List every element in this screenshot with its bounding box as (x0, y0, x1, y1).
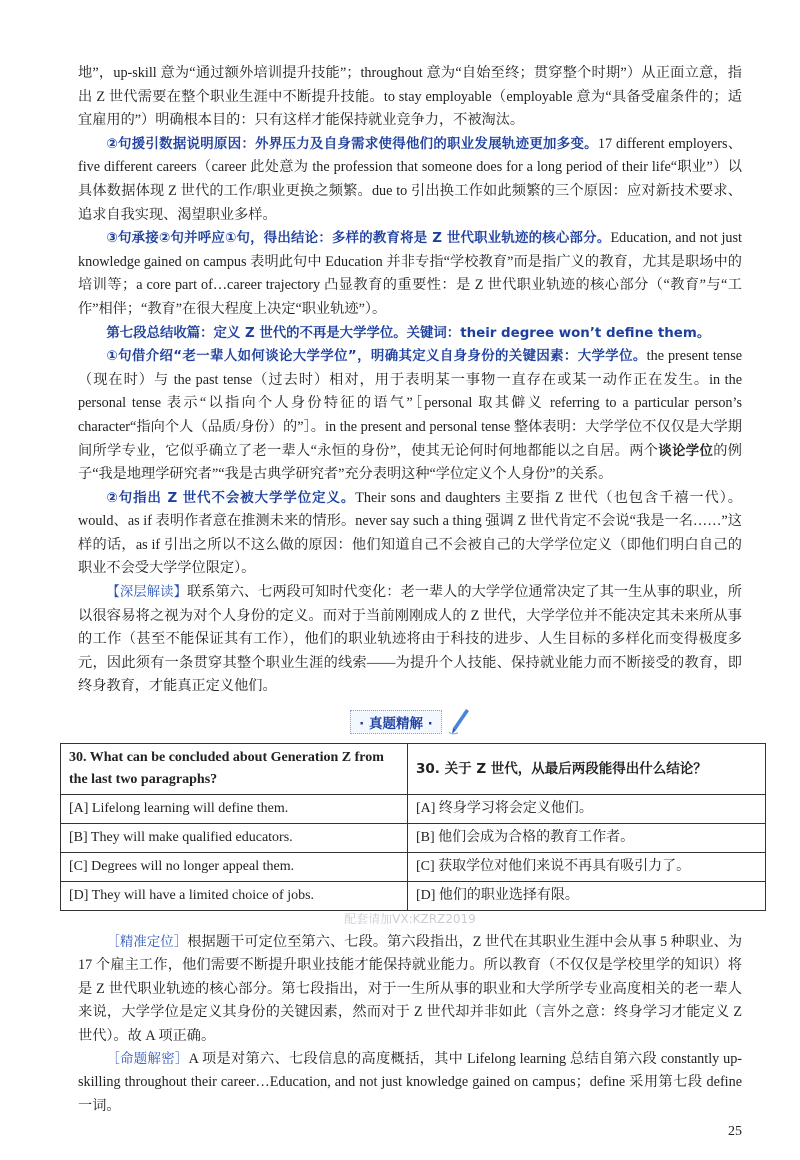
option-d-zh: [D] 他们的职业选择有限。 (408, 882, 766, 911)
page-number: 25 (728, 1124, 742, 1140)
paragraph (78, 62, 742, 133)
option-c-zh: [C] 获取学位对他们来说不再具有吸引力了。 (408, 853, 766, 882)
pen-icon (448, 708, 470, 736)
watermark: 配套请加VX:KZRZ2019 (344, 912, 476, 927)
paragraph (78, 227, 742, 321)
option-a-en: [A] Lifelong learning will define them. (61, 795, 408, 824)
paragraph (78, 1048, 742, 1118)
highlighted-text: ［命题解密］ (106, 1052, 189, 1068)
highlighted-text: ③句承接②句并呼应①句，得出结论：多样的教育将是 Z 世代职业轨迹的核心部分。 (106, 231, 611, 247)
paragraph (78, 487, 742, 581)
option-d-en: [D] They will have a limited choice of jobs. (61, 882, 408, 911)
highlighted-text: ①句借介绍“老一辈人如何谈论大学学位”，明确其定义自身身份的关键因素：大学学位。 (106, 349, 647, 365)
body-text: 根据题干可定位至第六、七段。第六段指出，Z 世代在其职业生涯中会从事 5 种职业、为 17 个雇主工作，他们需要不断提升职业技能才能保持就业能力。所以教育（不仅仅是学校里学的知识）将是 Z 世代职业轨迹的核心部分。第七段指出，对于一生所从事的职业和大学所学专业高度相关的老一辈人来说，大学学位是定义其身份的关键因素，然而对于 Z 世代却并非如此（言外之意：终身学习才能定义 Z 世代）。故 A 项正确。 (78, 934, 743, 1044)
highlighted-text: 第七段总结收篇：定义 Z 世代的不再是大学学位。关键词：their degree won’t define them。 (106, 325, 711, 341)
question-stem-en: 30. What can be concluded about Generation Z from the last two paragraphs? (61, 744, 408, 795)
highlighted-text: ②句指出 Z 世代不会被大学学位定义。 (106, 490, 356, 506)
option-a-zh: [A] 终身学习将会定义他们。 (408, 795, 766, 824)
option-b-zh: [B] 他们会成为合格的教育工作者。 (408, 824, 766, 853)
body-text: 联系第六、七两段可知时代变化：老一辈人的大学学位通常决定了其一生从事的职业，所以很容易将之视为对个人身份的定义。而对于当前刚刚成人的 Z 世代，大学学位并不能决定其未来所从事的工作（甚至不能保证其有工作），他们的职业轨迹将由于科技的进步、人生目标的多样化而变得极度多元，因此须有一条贯穿其整个职业生涯的线索——为提升个人技能、保持就业能力而不断接受的教育，即终身教育，才能真正定义他们。 (78, 584, 742, 695)
paragraph (78, 133, 742, 227)
body-text: A 项是对第六、七段信息的高度概括，其中 Lifelong learning 总结自第六段 constantly up-skilling throughout their career…Education, and not just knowledge gained on campus；define 采用第七段 define 一词。 (78, 1051, 743, 1114)
option-row (61, 824, 766, 853)
option-c-en: [C] Degrees will no longer appeal them. (61, 853, 408, 882)
body-text: the present tense（现在时）与 the past tense（过去时）相对，用于表明某一事物一直存在或某一动作正在发生。in the personal tense 表示“以指向个人身份特征的语气”［personal 取其僻义 referring to a particular person’s character“指向个人（品质/身份）的”］。in the present and personal tense 整体表明：大学学位不仅仅是大学期间所学专业，它似乎确立了老一辈人“永恒的身份”，使其无论何时何地都能以之自居。两个 (78, 348, 743, 459)
section-heading-label: · 真题精解 · (350, 710, 442, 734)
option-row (61, 853, 766, 882)
analysis-text-bottom (78, 931, 742, 1118)
paragraph (78, 581, 742, 699)
analysis-text-top (78, 62, 742, 699)
question-stem-row (61, 744, 766, 795)
option-row (61, 795, 766, 824)
body-text: Their sons and daughters 主要指 Z 世代（也包含千禧一代）。would、as if 表明作者意在推测未来的情形。never say such a thing 强调 Z 世代肯定不会说“我是一名……”这样的话，as if 引出之所以不这么做的原因：他们知道自己不会被自己的大学学位定义（即他们明白自己的职业不会受大学学位限定）。 (78, 489, 742, 577)
paragraph (78, 931, 742, 1048)
paragraph (78, 322, 742, 346)
body-text: 地”，up-skill 意为“通过额外培训提升技能”；throughout 意为“自始至终；贯穿整个时期”）从正面立意，指出 Z 世代需要在整个职业生涯中不断提升技能。to stay employable（employable 意为“具备受雇条件的；适宜雇用的”）明确根本目的：只有这样才能保持就业竞争力，不被淘汰。 (78, 65, 742, 129)
body-text: 17 different employers、five different careers（career 此处意为 the profession that someone does for a long period of their life“职业”）以具体数据体现 Z 世代的工作/职业更换之频繁。due to 引出换工作如此频繁的三个原因：应对新技术要求、追求自我实现、渴望职业多样。 (78, 135, 742, 223)
section-heading (78, 707, 742, 737)
option-row (61, 882, 766, 911)
option-b-en: [B] They will make qualified educators. (61, 824, 408, 853)
question-table (60, 743, 766, 911)
paragraph (78, 345, 742, 487)
highlighted-text: ②句援引数据说明原因：外界压力及自身需求使得他们的职业发展轨迹更加多变。 (106, 136, 598, 152)
body-text: Education, and not just knowledge gained on campus 表明此句中 Education 并非专指“学校教育”而是指广义的教育，尤其是职场中的培训等；a core part of…career trajectory 凸显教育的重要性：是 Z 世代职业轨迹的核心部分（“教育”与“工作”相伴；“教育”在很大程度上决定“职业轨迹”）。 (78, 230, 742, 317)
highlighted-text: ［精准定位］ (106, 935, 188, 951)
highlighted-text: 【深层解读】 (106, 585, 187, 601)
body-text: 的例子“我是地理学研究者”“我是古典学研究者”充分表明这种“学位定义个人身份”的关系。 (78, 442, 742, 483)
question-stem-zh: 30. 关于 Z 世代，从最后两段能得出什么结论？ (408, 744, 766, 795)
highlighted-text: 谈论学位 (658, 443, 714, 459)
